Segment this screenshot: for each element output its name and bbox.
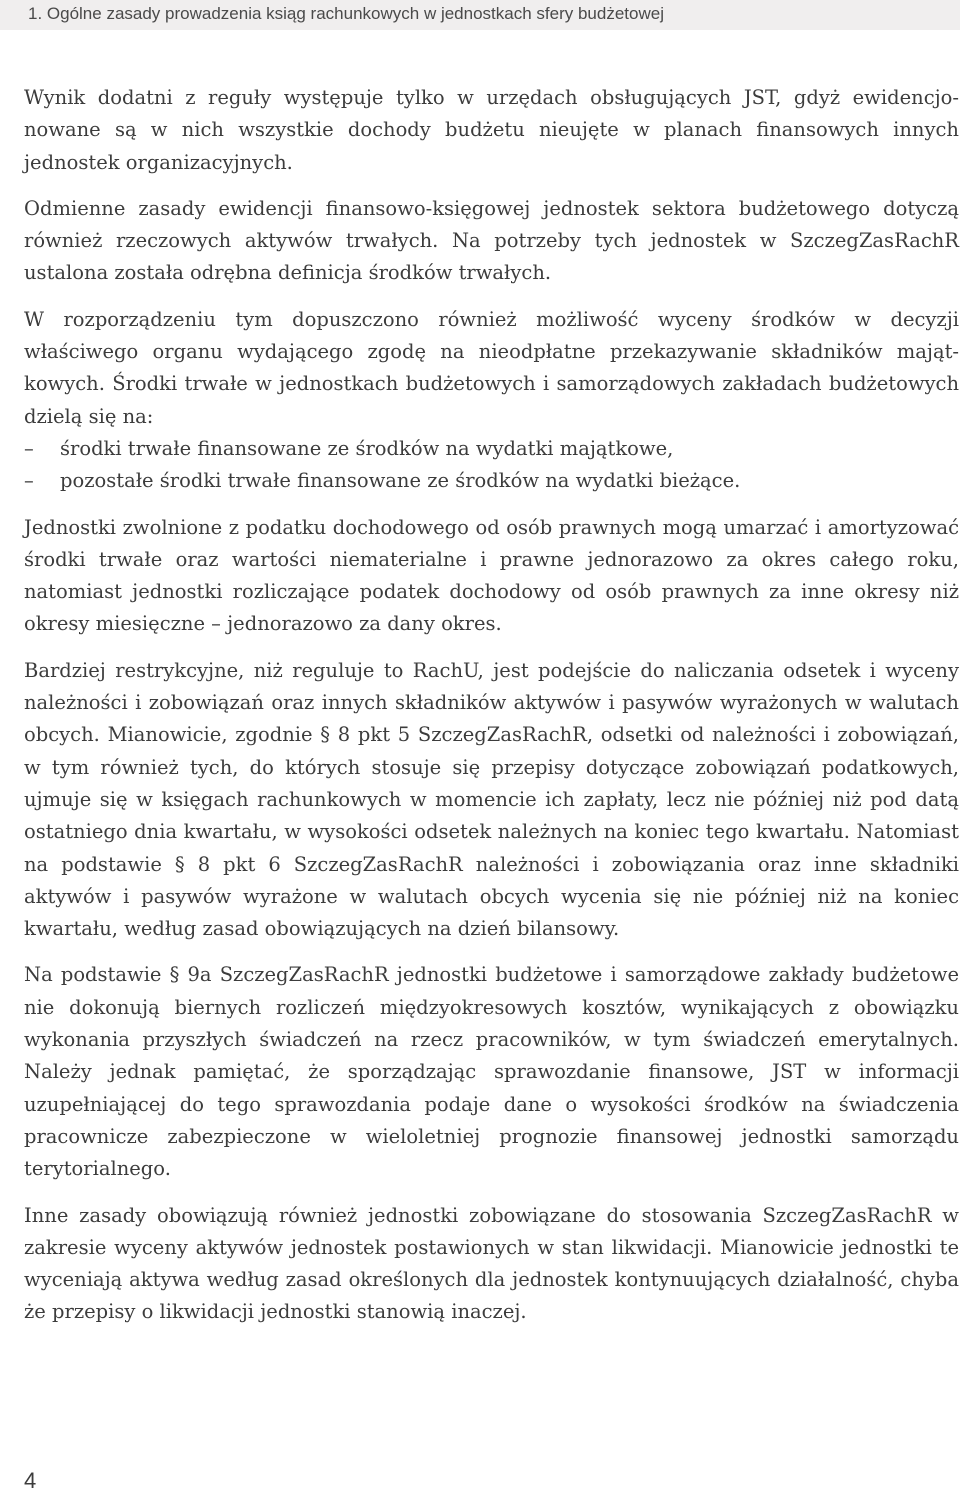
paragraph-6: Na podstawie § 9a SzczegZasRachR jednostki budżetowe i samorządowe zakłady budżetowe nie dokonują biernych rozliczeń międzyokresowych kosztów, wynikających z obowiązku wykonania przyszłych świadczeń na rzecz pracowników, w tym świadczeń emerytalnych. Należy jednak pamiętać, że sporządzając sprawozdanie finansowe, JST w informacji uzupełniającej do tego sprawozdania podaje dane o wysokości środków na świadczenia pracownicze zabezpieczone w wieloletniej prognozie finansowej jednostki samorządu terytorialnego. [24,963,959,1181]
paragraph-3: W rozporządzeniu tym dopuszczono również możliwość wyceny środków w decyzji właściwego organu wydającego zgodę na nieodpłatne przekazywanie składników majątkowych. Środki trwałe w jednostkach budżetowych i samorządowych zakładach budżetowych dzielą się na: [24,307,959,428]
list-item-text: pozostałe środki trwałe finansowane ze środków na wydatki bieżące. [60,469,741,493]
list-item-text: środki trwałe finansowane ze środków na wydatki majątkowe, [60,436,674,460]
dash-bullet: – [24,469,34,493]
dash-bullet: – [24,436,34,460]
paragraph-7: Inne zasady obowiązują również jednostki zobowiązane do stosowania SzczegZasRachR w zakresie wyceny aktywów jednostek postawionych w stan likwidacji. Mianowicie jednostki te wyceniają aktywa według zasad określonych dla jednostek kontynuujących działalność, chyba że przepisy o likwidacji jednostki stanowią inaczej. [24,1203,959,1324]
paragraph-5: Bardziej restrykcyjne, niż reguluje to RachU, jest podejście do naliczania odsetek i wyceny należności i zobowiązań oraz innych składników aktywów i pasywów wyrażonych w walutach obcych. Mianowicie, zgodnie § 8 pkt 5 SzczegZasRachR, odsetki od należności i zobowiązań, w tym również tych, do których stosuje się przepisy dotyczące zobowiązań podatkowych, ujmuje się w księgach rachunkowych w momencie ich zapłaty, lecz nie później niż pod datą ostatniego dnia kwartału, w wysokości odsetek należnych na koniec tego kwartału. Natomiast na podstawie § 8 pkt 6 SzczegZasRachR należności i zobowiązania oraz inne składniki aktywów i pasywów wyrażone w walutach obcych wycenia się nie później niż na koniec kwartału, według zasad obowiązujących na dzień bilansowy. [24,658,959,941]
paragraph-4: Jednostki zwolnione z podatku dochodowego od osób prawnych mogą umarzać i amortyzować środki trwałe oraz wartości niematerialne i prawne jednorazowo za okres całego roku, natomiast jednostki rozliczające podatek dochodowy od osób prawnych za inne okresy niż okresy miesięczne – jednorazowo za dany okres. [24,515,959,636]
chapter-title: 1. Ogólne zasady prowadzenia ksiąg rachunkowych w jednostkach sfery budżetowej [28,4,664,23]
list-item [24,465,959,497]
running-header [0,0,960,30]
paragraph-1: Wynik dodatni z reguły występuje tylko w urzędach obsługujących JST, gdyż ewidencjonowane są w nich wszystkie dochody budżetu nieujęte w planach finansowych innych jednostek organizacyjnych. [24,86,959,174]
dash-list [24,433,959,498]
page-body [24,82,959,1343]
page-number: 4 [24,1468,37,1493]
paragraph-2: Odmienne zasady ewidencji finansowo-księgowej jednostek sektora budżetowego dotyczą również rzeczowych aktywów trwałych. Na potrzeby tych jednostek w SzczegZasRachR ustalona została odrębna definicja środków trwałych. [24,196,959,285]
list-item [24,433,959,465]
